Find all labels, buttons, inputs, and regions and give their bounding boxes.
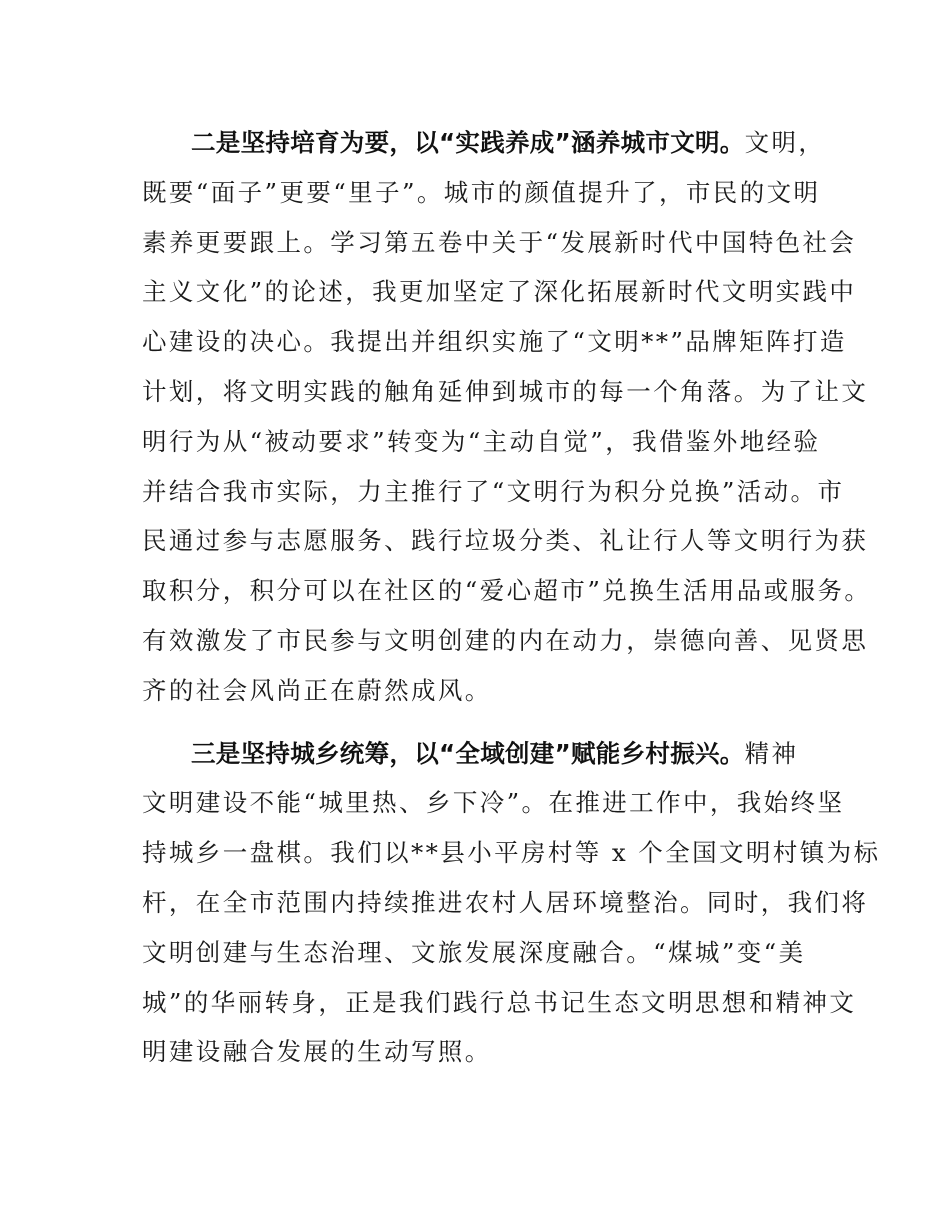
paragraph-line: 文明建设不能“城里热、乡下冷”。在推进工作中，我始终坚 — [142, 788, 845, 818]
paragraph-3 — [142, 729, 881, 1078]
paragraph-2 — [142, 118, 872, 716]
paragraph-line: 持城乡一盘棋。我们以**县小平房村等 x 个全国文明村镇为标 — [142, 838, 881, 868]
paragraph-line: 主义文化”的论述，我更加坚定了深化拓展新时代文明实践中 — [142, 277, 857, 307]
paragraph-line: 取积分，积分可以在社区的“爱心超市”兑换生活用品或服务。 — [142, 576, 872, 606]
paragraph-text: 精神 — [744, 738, 799, 768]
paragraph-line: 文明创建与生态治理、文旅发展深度融合。“煤城”变“美 — [142, 937, 806, 967]
paragraph-line: 计划，将文明实践的触角延伸到城市的每一个角落。为了让文 — [142, 376, 869, 406]
paragraph-line: 心建设的决心。我提出并组织实施了“文明**”品牌矩阵打造 — [142, 327, 847, 357]
paragraph-line — [142, 118, 826, 168]
paragraph-line: 城”的华丽转身，正是我们践行总书记生态文明思想和精神文 — [142, 987, 857, 1017]
paragraph-line — [142, 729, 814, 779]
paragraph-text: 文明， — [744, 128, 826, 157]
paragraph-line: 素养更要跟上。学习第五卷中关于“发展新时代中国特色社会 — [142, 227, 857, 257]
paragraph-line: 民通过参与志愿服务、践行垃圾分类、礼让行人等文明行为获 — [142, 526, 869, 556]
paragraph-lead-heading: 二是坚持培育为要，以“实践养成”涵养城市文明。 — [191, 128, 745, 157]
paragraph-line: 明行为从“被动要求”转变为“主动自觉”，我借鉴外地经验 — [142, 426, 821, 456]
document-page — [142, 118, 881, 1077]
paragraph-line: 明建设融合发展的生动写照。 — [142, 1037, 492, 1067]
paragraph-lead-heading: 三是坚持城乡统筹，以“全域创建”赋能乡村振兴。 — [191, 738, 745, 768]
paragraph-line: 杆，在全市范围内持续推进农村人居环境整治。同时，我们将 — [142, 887, 869, 917]
paragraph-line: 齐的社会风尚正在蔚然成风。 — [142, 675, 492, 705]
paragraph-line: 并结合我市实际，力主推行了“文明行为积分兑换”活动。市 — [142, 476, 845, 506]
paragraph-line: 有效激发了市民参与文明创建的内在动力，崇德向善、见贤思 — [142, 625, 869, 655]
paragraph-line: 既要“面子”更要“里子”。城市的颜值提升了，市民的文明 — [142, 177, 821, 207]
